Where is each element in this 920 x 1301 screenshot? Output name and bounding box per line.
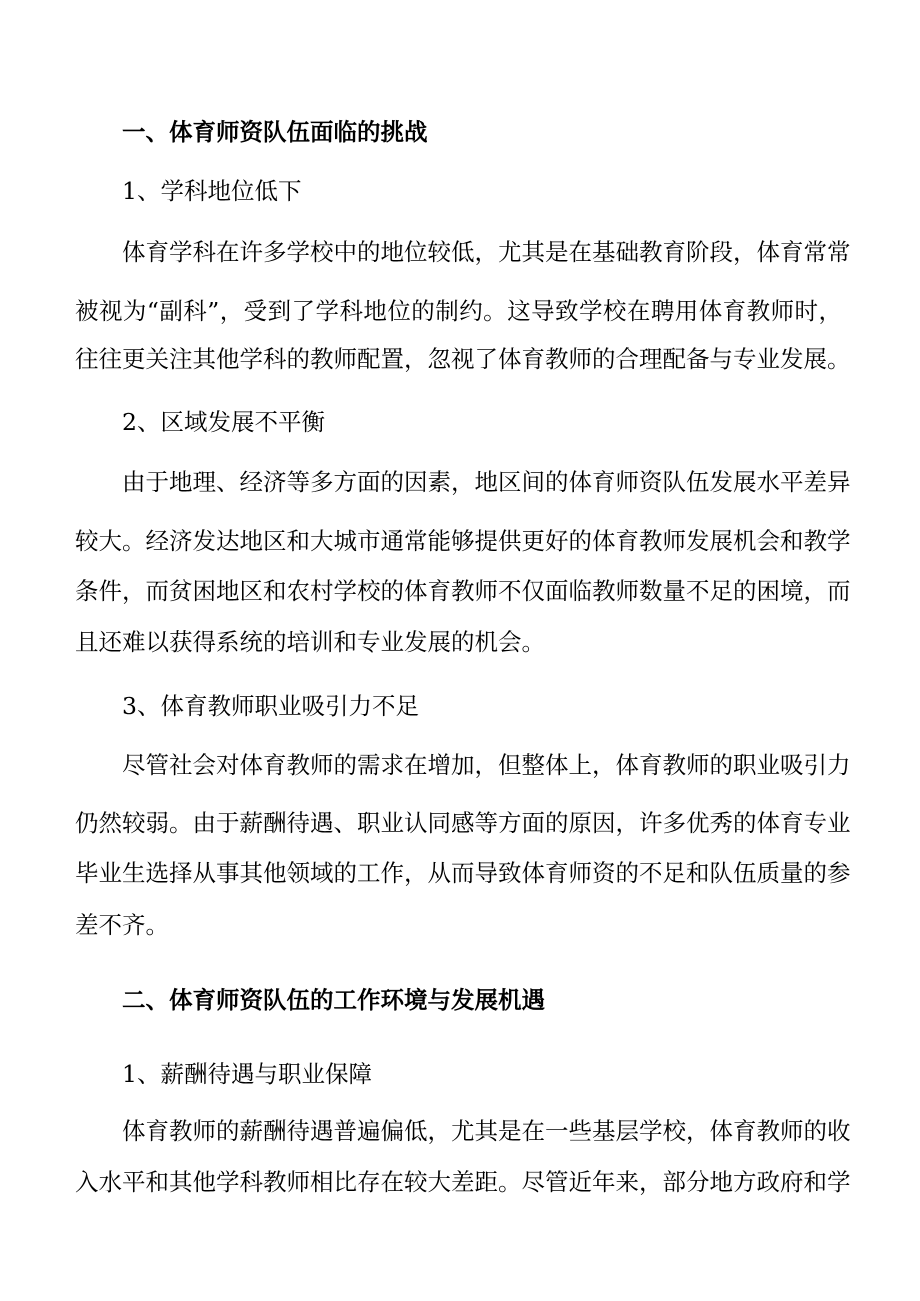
paragraph-line: 仍然较弱。由于薪酬待遇、职业认同感等方面的原因，许多优秀的体育专业 [75,809,851,837]
paragraph-line: 且还难以获得系统的培训和专业发展的机会。 [75,628,545,656]
paragraph-line: 差不齐。 [75,911,169,939]
paragraph-line: 较大。经济发达地区和大城市通常能够提供更好的体育教师发展机会和教学 [75,527,851,555]
paragraph-line: 由于地理、经济等多方面的因素，地区间的体育师资队伍发展水平差异 [122,468,851,496]
paragraph-line: 毕业生选择从事其他领域的工作，从而导致体育师资的不足和队伍质量的参 [75,859,851,887]
subsection-title-1-2: 2、区域发展不平衡 [122,408,325,436]
paragraph-line: 尽管社会对体育教师的需求在增加，但整体上，体育教师的职业吸引力 [122,751,851,779]
paragraph-line: 体育学科在许多学校中的地位较低，尤其是在基础教育阶段，体育常常 [122,238,851,266]
subsection-title-1-3: 3、体育教师职业吸引力不足 [122,692,419,720]
subsection-title-2-1: 1、薪酬待遇与职业保障 [122,1060,372,1088]
subsection-title-1-1: 1、学科地位低下 [122,177,302,205]
paragraph-line: 体育教师的薪酬待遇普遍偏低，尤其是在一些基层学校，体育教师的收 [122,1117,851,1145]
paragraph-line: 往往更关注其他学科的教师配置，忽视了体育教师的合理配备与专业发展。 [75,345,851,373]
section-heading-2: 二、体育师资队伍的工作环境与发展机遇 [122,986,545,1014]
paragraph-line: 条件，而贫困地区和农村学校的体育教师不仅面临教师数量不足的困境，而 [75,577,851,605]
section-heading-1: 一、体育师资队伍面临的挑战 [122,118,428,146]
paragraph-line: 被视为“副科”，受到了学科地位的制约。这导致学校在聘用体育教师时， [75,297,842,325]
paragraph-line: 入水平和其他学科教师相比存在较大差距。尽管近年来，部分地方政府和学 [75,1168,851,1196]
